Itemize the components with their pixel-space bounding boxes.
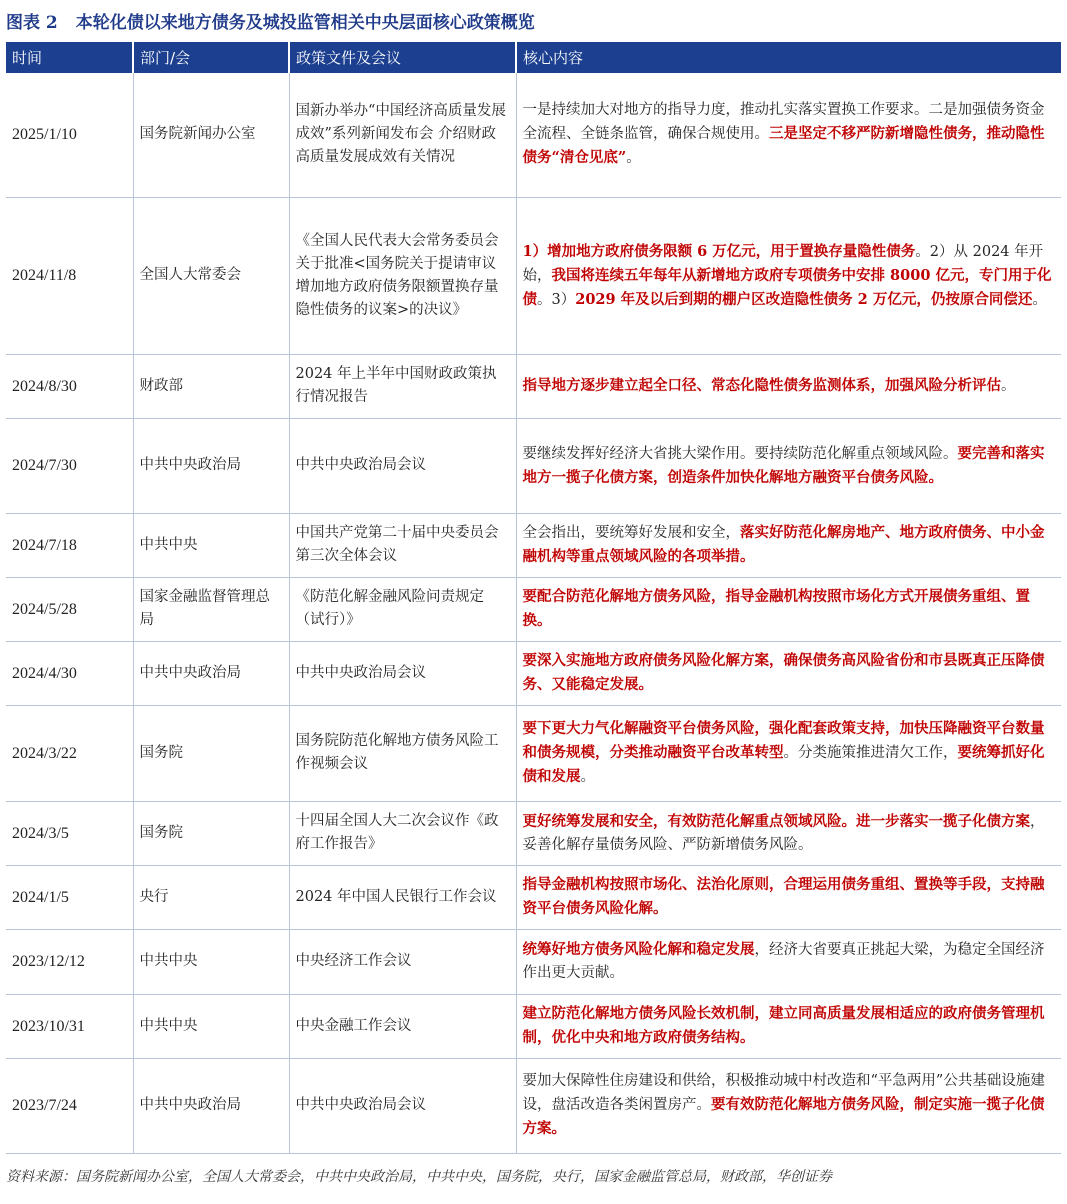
content-text: 。 (580, 769, 595, 785)
cell-date: 2024/11/8 (6, 197, 133, 354)
cell-document: 《全国人民代表大会常务委员会关于批准<国务院关于提请审议增加地方政府债务限额置换存量隐性债务的议案>的决议》 (289, 197, 516, 354)
cell-department: 央行 (133, 865, 289, 929)
cell-date: 2024/7/18 (6, 513, 133, 577)
highlighted-text: 更好统筹发展和安全，有效防范化解重点领域风险。进一步落实一揽子化债方案 (522, 812, 1030, 830)
cell-document: 中央金融工作会议 (289, 994, 516, 1058)
header-department: 部门/会 (133, 42, 289, 73)
table-row (6, 865, 1061, 929)
cell-content (516, 197, 1061, 354)
content-text: 全会指出，要统筹好发展和安全， (522, 525, 740, 541)
table-row (6, 577, 1061, 641)
table-row (6, 197, 1061, 354)
table-row (6, 801, 1061, 865)
content-text: 。分类施策推进清欠工作， (783, 745, 958, 761)
content-text: 。 (1001, 378, 1016, 394)
cell-content (516, 73, 1061, 197)
highlighted-text: 落实好防范化解房地产、地方政府债务、中小金融机构等重点领域风险的各项举措。 (522, 524, 1045, 565)
cell-date: 2023/7/24 (6, 1058, 133, 1153)
cell-content (516, 994, 1061, 1058)
highlighted-text: 2029 年及以后到期的棚户区改造隐性债务 2 万亿元，仍按原合同偿还 (575, 290, 1033, 308)
cell-content (516, 1058, 1061, 1153)
highlighted-text: 我国将连续五年每年从新增地方政府专项债务中安排 8000 亿元，专门用于化债 (522, 266, 1052, 308)
cell-department: 国务院 (133, 705, 289, 801)
cell-document: 中共中央政治局会议 (289, 1058, 516, 1153)
cell-document: 十四届全国人大二次会议作《政府工作报告》 (289, 801, 516, 865)
content-text: 。 (1032, 291, 1047, 308)
highlighted-text: 三是坚定不移严防新增隐性债务，推动隐性债务“清仓见底” (522, 125, 1045, 167)
cell-date: 2024/1/5 (6, 865, 133, 929)
cell-department: 中共中央政治局 (133, 641, 289, 705)
table-header-row (6, 42, 1061, 73)
header-content: 核心内容 (516, 42, 1061, 73)
figure-title-text: 本轮化债以来地方债务及城投监管相关中央层面核心政策概览 (75, 13, 535, 33)
cell-department: 全国人大常委会 (133, 197, 289, 354)
table-row (6, 641, 1061, 705)
highlighted-text: 建立防范化解地方债务风险长效机制，建立同高质量发展相适应的政府债务管理机制，优化中央和地方政府债务结构。 (522, 1005, 1045, 1046)
cell-department: 财政部 (133, 354, 289, 418)
cell-department: 中共中央政治局 (133, 1058, 289, 1153)
content-text: 。2）从 2024 年开始， (522, 243, 1044, 284)
cell-content (516, 705, 1061, 801)
cell-document: 2024 年中国人民银行工作会议 (289, 865, 516, 929)
table-row (6, 929, 1061, 994)
cell-document: 国务院防范化解地方债务风险工作视频会议 (289, 705, 516, 801)
cell-document: 中共中央政治局会议 (289, 418, 516, 513)
cell-content (516, 354, 1061, 418)
content-text: 一是持续加大对地方的指导力度，推动扎实落实置换工作要求。二是加强债务资金全流程、全链条监管，确保合规使用。 (522, 102, 1045, 143)
cell-content (516, 577, 1061, 641)
cell-date: 2024/3/5 (6, 801, 133, 865)
cell-date: 2024/5/28 (6, 577, 133, 641)
policy-table (6, 42, 1061, 1154)
cell-date: 2023/10/31 (6, 994, 133, 1058)
figure-label: 图表 2 (6, 13, 58, 33)
cell-department: 中共中央 (133, 994, 289, 1058)
cell-date: 2024/4/30 (6, 641, 133, 705)
cell-date: 2024/8/30 (6, 354, 133, 418)
table-row (6, 73, 1061, 197)
header-date: 时间 (6, 42, 133, 73)
highlighted-text: 指导地方逐步建立起全口径、常态化隐性债务监测体系，加强风险分析评估 (522, 377, 1001, 394)
content-text: ，经济大省要真正挑起大梁，为稳定全国经济作出更大贡献。 (522, 942, 1045, 981)
table-row (6, 513, 1061, 577)
highlighted-text: 统筹好地方债务风险化解和稳定发展 (522, 941, 755, 958)
cell-date: 2024/3/22 (6, 705, 133, 801)
cell-document: 《防范化解金融风险问责规定（试行）》 (289, 577, 516, 641)
source-note: 资料来源：国务院新闻办公室，全国人大常委会，中共中央政治局，中共中央，国务院，央行，国家金融监管总局，财政部，华创证券 (6, 1169, 832, 1185)
header-document: 政策文件及会议 (289, 42, 516, 73)
highlighted-text: 要配合防范化解地方债务风险，指导金融机构按照市场化方式开展债务重组、置换。 (522, 588, 1030, 629)
table-body (6, 73, 1061, 1153)
cell-department: 中共中央 (133, 929, 289, 994)
cell-document: 国新办举办“中国经济高质量发展成效”系列新闻发布会 介绍财政高质量发展成效有关情况 (289, 73, 516, 197)
content-text: 要继续发挥好经济大省挑大梁作用。要持续防范化解重点领域风险。 (522, 445, 958, 462)
content-text: 。3） (537, 291, 576, 308)
content-text: 要加大保障性住房建设和供给，积极推动城中村改造和“平急两用”公共基础设施建设，盘活改造各类闲置房产。 (522, 1073, 1045, 1113)
highlighted-text: 指导金融机构按照市场化、法治化原则，合理运用债务重组、置换等手段，支持融资平台债务风险化解。 (522, 876, 1045, 917)
table-row (6, 418, 1061, 513)
cell-date: 2024/7/30 (6, 418, 133, 513)
cell-date: 2025/1/10 (6, 73, 133, 197)
cell-content (516, 865, 1061, 929)
table-row (6, 354, 1061, 418)
cell-content (516, 929, 1061, 994)
figure-title (6, 8, 535, 38)
cell-document: 2024 年上半年中国财政政策执行情况报告 (289, 354, 516, 418)
cell-document: 中共中央政治局会议 (289, 641, 516, 705)
highlighted-text: 1）增加地方政府债务限额 6 万亿元，用于置换存量隐性债务 (522, 242, 916, 260)
cell-document: 中国共产党第二十届中央委员会第三次全体会议 (289, 513, 516, 577)
highlighted-text: 要完善和落实地方一揽子化债方案，创造条件加快化解地方融资平台债务风险。 (522, 444, 1045, 486)
cell-department: 国务院新闻办公室 (133, 73, 289, 197)
highlighted-text: 要统筹抓好化债和发展 (522, 744, 1045, 785)
table-row (6, 705, 1061, 801)
cell-date: 2023/12/12 (6, 929, 133, 994)
cell-department: 中共中央 (133, 513, 289, 577)
table-row (6, 1058, 1061, 1153)
highlighted-text: 要深入实施地方政府债务风险化解方案，确保债务高风险省份和市县既真正压降债务、又能稳定发展。 (522, 652, 1045, 693)
cell-department: 国家金融监督管理总局 (133, 577, 289, 641)
table-row (6, 994, 1061, 1058)
cell-content (516, 801, 1061, 865)
cell-document: 中央经济工作会议 (289, 929, 516, 994)
cell-content (516, 641, 1061, 705)
content-text: ，妥善化解存量债务风险、严防新增债务风险。 (522, 813, 1045, 853)
highlighted-text: 要下更大力气化解融资平台债务风险，强化配套政策支持，加快压降融资平台数量和债务规模，分类推动融资平台改革转型 (522, 720, 1045, 761)
cell-department: 中共中央政治局 (133, 418, 289, 513)
cell-content (516, 418, 1061, 513)
content-text: 。 (626, 150, 641, 167)
cell-department: 国务院 (133, 801, 289, 865)
cell-content (516, 513, 1061, 577)
highlighted-text: 要有效防范化解地方债务风险，制定实施一揽子化债方案。 (522, 1096, 1045, 1137)
